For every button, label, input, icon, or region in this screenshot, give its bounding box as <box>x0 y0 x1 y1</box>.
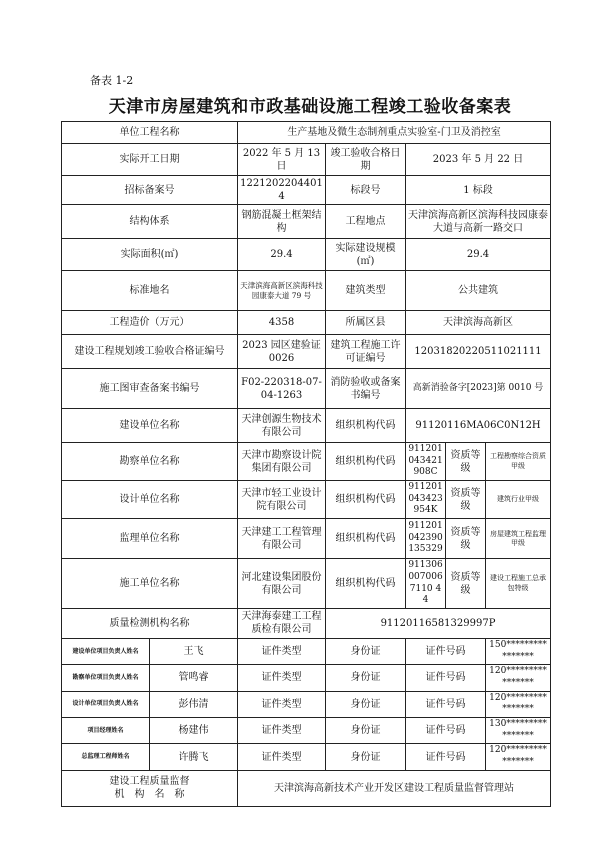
table-row <box>62 144 551 176</box>
org-grade-label: 资质等级 <box>446 443 486 481</box>
cert-type-label: 证件类型 <box>238 638 326 664</box>
table-row <box>62 443 551 481</box>
permit-value: 12031820220511021111 <box>406 335 551 369</box>
cert-type: 身份证 <box>326 744 406 770</box>
table-row <box>62 176 551 205</box>
site-value: 天津滨海高新区滨海科技园康泰大道与高新一路交口 <box>406 205 551 239</box>
table-row <box>62 744 551 770</box>
scale-value: 29.4 <box>406 239 551 271</box>
accept-date-label: 竣工验收合格日期 <box>326 144 406 176</box>
cert-no: 120**************** <box>486 691 551 717</box>
table-row <box>62 481 551 519</box>
org-code: 911201043421908C <box>406 443 446 481</box>
org-name: 天津市轻工业设计院有限公司 <box>238 481 326 519</box>
org-grade-label: 资质等级 <box>446 519 486 559</box>
scale-label: 实际建设规模(㎡) <box>326 239 406 271</box>
org-label: 建设单位名称 <box>62 409 238 443</box>
cost-label: 工程造价（万元） <box>62 311 238 335</box>
person-role: 建设单位项目负责人姓名 <box>62 638 150 664</box>
supervision-label <box>62 770 238 806</box>
org-label: 勘察单位名称 <box>62 443 238 481</box>
fire-value: 高新消验备字[2023]第 0010 号 <box>406 369 551 409</box>
table-row <box>62 691 551 717</box>
org-code: 91120116MA06C0N12H <box>406 409 551 443</box>
cert-no-label: 证件号码 <box>406 638 486 664</box>
building-type-value: 公共建筑 <box>406 271 551 311</box>
structure-label: 结构体系 <box>62 205 238 239</box>
org-name: 天津海泰建工工程质检有限公司 <box>238 608 326 638</box>
planning-value: 2023 园区建验证 0026 <box>238 335 326 369</box>
unit-project-value: 生产基地及微生态制剂重点实验室-门卫及消控室 <box>238 122 551 144</box>
site-label: 工程地点 <box>326 205 406 239</box>
start-date-value: 2022 年 5 月 13 日 <box>238 144 326 176</box>
org-grade: 建设工程施工总承包特级 <box>486 559 551 609</box>
table-row <box>62 665 551 691</box>
table-row <box>62 559 551 609</box>
person-role: 项目经理姓名 <box>62 718 150 744</box>
supervision-label-line2: 机 构 名 称 <box>114 789 185 801</box>
org-code: 911201042390135329 <box>406 519 446 559</box>
page-title: 天津市房屋建筑和市政基础设施工程竣工验收备案表 <box>108 97 512 117</box>
table-row <box>62 608 551 638</box>
org-code-label: 组织机构代码 <box>326 443 406 481</box>
permit-label: 建筑工程施工许可证编号 <box>326 335 406 369</box>
org-name: 河北建设集团股份有限公司 <box>238 559 326 609</box>
person-name: 彭伟清 <box>150 691 238 717</box>
bid-value: 12212022044014 <box>238 176 326 205</box>
org-label: 设计单位名称 <box>62 481 238 519</box>
org-grade-label: 资质等级 <box>446 481 486 519</box>
cert-no: 120**************** <box>486 665 551 691</box>
section-value: 1 标段 <box>406 176 551 205</box>
cert-no: 120**************** <box>486 744 551 770</box>
org-grade: 建筑行业甲级 <box>486 481 551 519</box>
table-row <box>62 638 551 664</box>
org-code: 91120116581329997P <box>326 608 551 638</box>
drawing-value: F02-220318-07-04-1263 <box>238 369 326 409</box>
table-row <box>62 271 551 311</box>
landmark-label: 标准地名 <box>62 271 238 311</box>
cert-no-label: 证件号码 <box>406 718 486 744</box>
table-row <box>62 770 551 806</box>
table-row <box>62 335 551 369</box>
org-code-label: 组织机构代码 <box>326 481 406 519</box>
person-name: 王飞 <box>150 638 238 664</box>
org-name: 天津创源生物技术有限公司 <box>238 409 326 443</box>
org-code: 911201043423954K <box>406 481 446 519</box>
org-code: 9113060070067110 44 <box>406 559 446 609</box>
org-code-label: 组织机构代码 <box>326 559 406 609</box>
building-type-label: 建筑类型 <box>326 271 406 311</box>
cert-no-label: 证件号码 <box>406 744 486 770</box>
supervision-value: 天津滨海高新技术产业开发区建设工程质量监督管理站 <box>238 770 551 806</box>
cert-type: 身份证 <box>326 665 406 691</box>
bid-label: 招标备案号 <box>62 176 238 205</box>
table-row <box>62 409 551 443</box>
district-label: 所属区县 <box>326 311 406 335</box>
table-row <box>62 205 551 239</box>
org-label: 监理单位名称 <box>62 519 238 559</box>
org-code-label: 组织机构代码 <box>326 409 406 443</box>
org-code-label: 组织机构代码 <box>326 519 406 559</box>
accept-date-value: 2023 年 5 月 22 日 <box>406 144 551 176</box>
structure-value: 钢筋混凝土框架结构 <box>238 205 326 239</box>
table-row <box>62 718 551 744</box>
table-row <box>62 369 551 409</box>
cert-type-label: 证件类型 <box>238 744 326 770</box>
cert-type-label: 证件类型 <box>238 665 326 691</box>
form-number: 备表 1-2 <box>90 74 134 87</box>
person-role: 总监理工程师姓名 <box>62 744 150 770</box>
table-row <box>62 122 551 144</box>
org-label: 施工单位名称 <box>62 559 238 609</box>
person-role: 勘察单位项目负责人姓名 <box>62 665 150 691</box>
cert-no: 130**************** <box>486 718 551 744</box>
section-label: 标段号 <box>326 176 406 205</box>
cert-no-label: 证件号码 <box>406 691 486 717</box>
cert-type: 身份证 <box>326 691 406 717</box>
org-grade: 工程勘察综合资质甲级 <box>486 443 551 481</box>
cert-type-label: 证件类型 <box>238 691 326 717</box>
table-row <box>62 311 551 335</box>
cert-no-label: 证件号码 <box>406 665 486 691</box>
person-name: 杨建伟 <box>150 718 238 744</box>
org-label: 质量检测机构名称 <box>62 608 238 638</box>
cert-no: 150**************** <box>486 638 551 664</box>
org-name: 天津建工工程管理有限公司 <box>238 519 326 559</box>
area-value: 29.4 <box>238 239 326 271</box>
org-grade: 房屋建筑工程监理甲级 <box>486 519 551 559</box>
unit-project-label: 单位工程名称 <box>62 122 238 144</box>
record-table <box>61 121 551 807</box>
area-label: 实际面积(㎡) <box>62 239 238 271</box>
start-date-label: 实际开工日期 <box>62 144 238 176</box>
table-row <box>62 239 551 271</box>
org-name: 天津市勘察设计院集团有限公司 <box>238 443 326 481</box>
district-value: 天津滨海高新区 <box>406 311 551 335</box>
drawing-label: 施工图审查备案书编号 <box>62 369 238 409</box>
cert-type: 身份证 <box>326 718 406 744</box>
person-name: 许腾飞 <box>150 744 238 770</box>
cert-type-label: 证件类型 <box>238 718 326 744</box>
landmark-value: 天津滨海高新区滨海科技园康泰大道 79 号 <box>238 271 326 311</box>
planning-label: 建设工程规划竣工验收合格证编号 <box>62 335 238 369</box>
fire-label: 消防验收或备案书编号 <box>326 369 406 409</box>
table-row <box>62 519 551 559</box>
supervision-label-line1: 建设工程质量监督 <box>109 776 190 788</box>
cost-value: 4358 <box>238 311 326 335</box>
person-name: 管鸣睿 <box>150 665 238 691</box>
org-grade-label: 资质等级 <box>446 559 486 609</box>
cert-type: 身份证 <box>326 638 406 664</box>
person-role: 设计单位项目负责人姓名 <box>62 691 150 717</box>
